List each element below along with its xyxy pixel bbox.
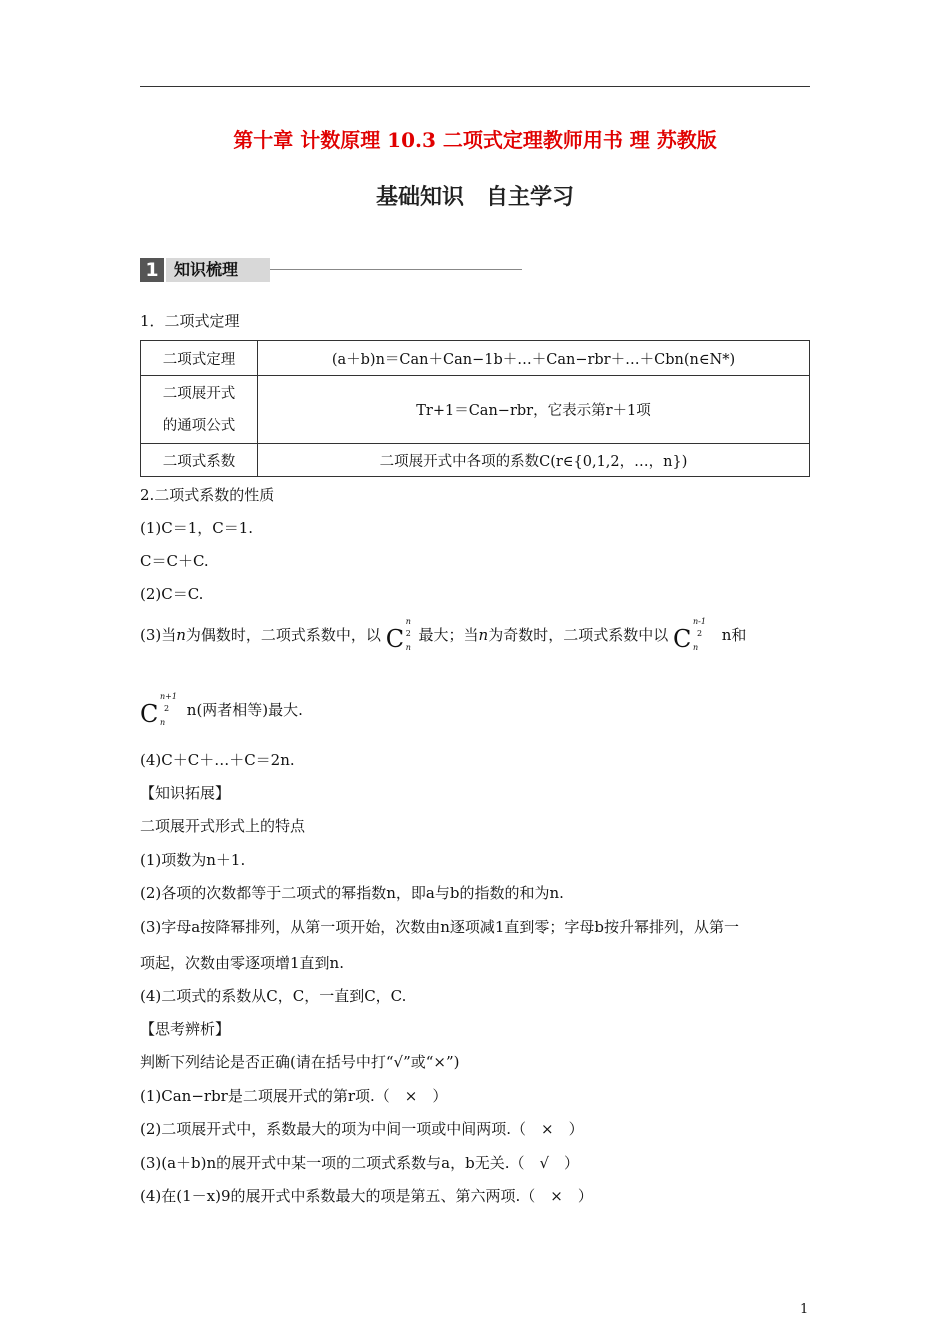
text-span: (3)当: [140, 626, 177, 644]
extension-line: (3)字母a按降幂排列，从第一项开始，次数由n逐项减1直到零；字母b按升幂排列，从第一: [140, 918, 740, 936]
binomial-sup: n: [405, 617, 411, 626]
text-span: n和: [721, 626, 747, 644]
binomial-symbol: [673, 617, 717, 655]
table-row: [141, 444, 810, 477]
binomial-symbol: [140, 692, 182, 730]
binomial-sup: n-1: [692, 617, 706, 626]
thinking-heading: 【思考辨析】: [140, 1020, 231, 1038]
binomial-sup: 2: [164, 704, 170, 713]
section-rule: [270, 269, 522, 270]
binomial-sup: n+1: [160, 692, 177, 701]
binomial-symbol: [386, 617, 414, 655]
extension-line: (1)项数为n＋1.: [140, 851, 246, 869]
table-cell-content: (a＋b)n＝Can＋Can−1b＋…＋Can−rbr＋…＋Cbn(n∈N*): [258, 341, 810, 376]
text-span: n(两者相等)最大.: [186, 701, 303, 719]
binomial-c: C: [672, 625, 692, 653]
property-line-3b: [140, 692, 303, 730]
thinking-question: (2)二项展开式中，系数最大的项为中间一项或中间两项.（ × ）: [140, 1120, 584, 1138]
binomial-table: [140, 340, 810, 477]
top-rule: [140, 86, 810, 87]
text-span: 为偶数时，二项式系数中，以: [185, 626, 381, 644]
binomial-c: C: [140, 700, 159, 728]
binomial-sub: n: [692, 643, 699, 652]
section-subtitle: 基础知识 自主学习: [375, 185, 574, 210]
item2-heading: 2.二项式系数的性质: [140, 486, 275, 504]
table-cell-content: Tr+1＝Can−rbr，它表示第r＋1项: [258, 376, 810, 444]
binomial-sup: 2: [405, 629, 411, 638]
thinking-question: (1)Can−rbr是二项展开式的第r项.（ × ）: [140, 1087, 448, 1105]
text-span: n: [176, 626, 186, 644]
table-row: [141, 376, 810, 444]
property-line: (4)C＋C＋…＋C＝2n.: [140, 751, 295, 769]
binomial-sub: n: [405, 643, 411, 652]
binomial-c: C: [385, 625, 405, 653]
section-number: 1: [140, 258, 164, 282]
thinking-intro: 判断下列结论是否正确(请在括号中打“√”或“×”): [140, 1053, 460, 1071]
extension-intro: 二项展开式形式上的特点: [140, 817, 306, 835]
extension-line: (2)各项的次数都等于二项式的幂指数n，即a与b的指数的和为n.: [140, 884, 564, 902]
extension-line: 项起，次数由零逐项增1直到n.: [140, 954, 344, 972]
extension-heading: 【知识拓展】: [140, 784, 231, 802]
table-label-line: 二项展开式: [162, 385, 236, 402]
table-cell-label: 二项式定理: [141, 341, 258, 376]
table-label-line: 的通项公式: [162, 417, 236, 434]
section-label: 知识梳理: [166, 258, 270, 282]
table-cell-label: 二项式系数: [141, 444, 258, 477]
property-line: (2)C＝C.: [140, 585, 204, 603]
thinking-question: (3)(a＋b)n的展开式中某一项的二项式系数与a，b无关.（ √ ）: [140, 1154, 580, 1172]
binomial-sup: 2: [696, 629, 703, 638]
property-line: C＝C＋C.: [140, 552, 209, 570]
item1-heading: 1．二项式定理: [140, 312, 240, 330]
page-number: 1: [800, 1302, 809, 1317]
property-line: (1)C＝1，C＝1.: [140, 519, 254, 537]
property-line-3: [140, 617, 746, 655]
page-title: 第十章 计数原理 10.3 二项式定理教师用书 理 苏教版: [233, 128, 717, 152]
text-span: 最大；当: [418, 626, 479, 644]
table-row: [141, 341, 810, 376]
text-span: n: [478, 626, 489, 644]
binomial-sub: n: [160, 718, 166, 727]
text-span: 为奇数时，二项式系数中以: [488, 626, 669, 644]
thinking-question: (4)在(1－x)9的展开式中系数最大的项是第五、第六两项.（ × ）: [140, 1187, 593, 1205]
extension-line: (4)二项式的系数从C，C，一直到C，C.: [140, 987, 407, 1005]
table-cell-content: 二项展开式中各项的系数C(r∈{0,1,2，…，n}): [258, 444, 810, 477]
table-cell-label: [141, 376, 258, 444]
